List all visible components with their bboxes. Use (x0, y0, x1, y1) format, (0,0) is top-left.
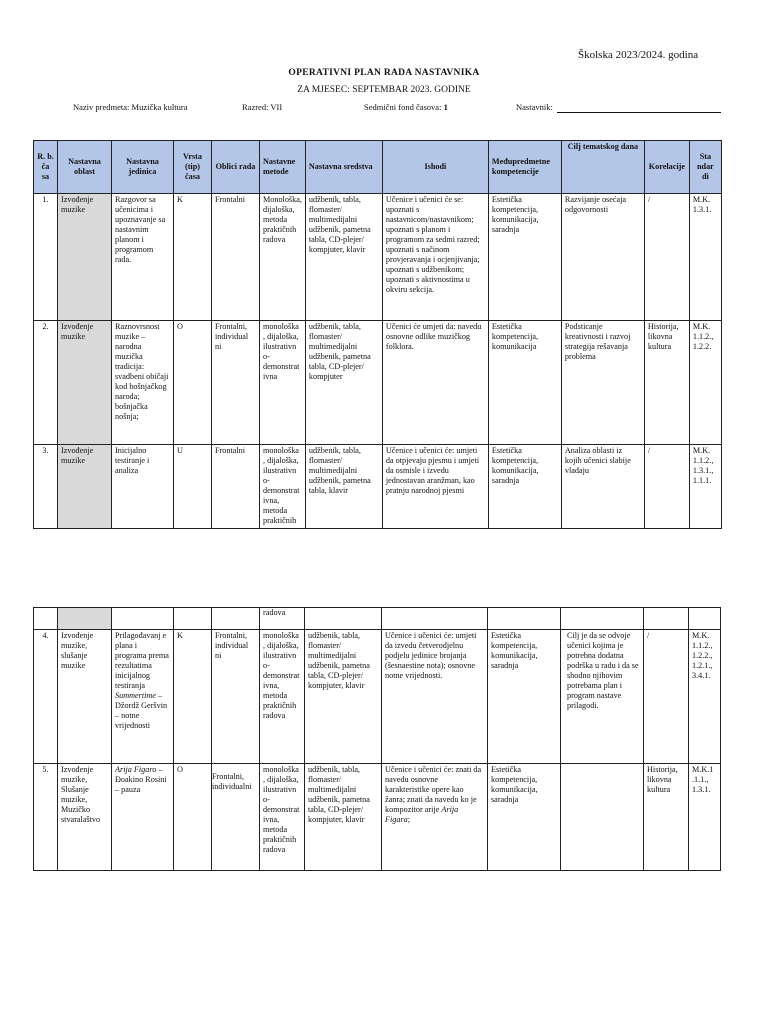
cell-korelacije: / (644, 630, 689, 764)
cell-ishodi: Učenice i učenici će: umjeti da izvedu četverodjelnu podjelu jedinice brojanja (šesnaestine nota); osnovne notne vrijednosti. (382, 630, 488, 764)
cell-vrsta: O (174, 764, 212, 871)
row-number: 4. (34, 630, 58, 764)
col-kompetencije: Međupredmetne kompetencije (488, 141, 561, 194)
ishodi-text: Učenice i učenici će: znati da navedu osnovne karakteristike opere kao žanra; znati da navedu ko je kompozitor arije (385, 765, 482, 814)
cell-cilj: Podsticanje kreativnosti i razvoj strategija rešavanja problema (561, 321, 644, 445)
cell-empty (305, 608, 382, 630)
cell-metode: monološka , dijaloška, ilustrativn o- demonstrat ivna, metoda praktičnih radova (260, 764, 305, 871)
cell-oblici: Frontalni (212, 194, 260, 321)
page-title: OPERATIVNI PLAN RADA NASTAVNIKA (288, 68, 480, 78)
table-row (34, 445, 722, 529)
table-row (34, 194, 722, 321)
cell-jedinica: Inicijalno testiranje i analiza (112, 445, 174, 529)
table-row (34, 764, 721, 871)
cell-korelacije: / (644, 194, 689, 321)
row-number: 1. (34, 194, 58, 321)
cell-standardi: M.K.1 .1.1., 1.3.1. (689, 764, 721, 871)
cell-korelacije: Historija, likovna kultura (644, 764, 689, 871)
cell-oblici: Frontalni (212, 445, 260, 529)
cell-korelacije: / (644, 445, 689, 529)
weekly-hours-label: Sedmični fond časova: (364, 102, 444, 112)
cell-ishodi: Učenice i učenici će se: upoznati s nastavnicom/nastavnikom; upoznati s planom i programom za sedmi razred; upoznati s načinom provjeravanja i ocjenjivanja; upoznati s udžbenikom; upoznati s aktivnostima u okviru sekcija. (382, 194, 488, 321)
row-number: 3. (34, 445, 58, 529)
cell-jedinica: Raznovrsnost muzike – narodna muzička tradicija: svadbeni običaji kod bošnjačkog naroda; bošnjačka nošnja; (112, 321, 174, 445)
col-korelacije: Korelacije (644, 141, 689, 194)
col-oblast: Nastavna oblast (58, 141, 112, 194)
subject-name: Naziv predmeta: Muzička kultura (73, 102, 188, 112)
cell-empty (689, 608, 721, 630)
cell-korelacije: Historija, likovna kultura (644, 321, 689, 445)
cell-metode: monološka , dijaloška, ilustrativn o- demonstrat ivna, metoda praktičnih (260, 445, 306, 529)
cell-oblici: Frontalni, individual ni (212, 630, 260, 764)
cell-cilj (561, 764, 644, 871)
page-subtitle: ZA MJESEC: SEPTEMBAR 2023. GODINE (297, 85, 471, 95)
col-ishodi: Ishodi (382, 141, 488, 194)
cell-standardi: M.K. 1.3.1. (689, 194, 721, 321)
ishodi-tail: ; (407, 815, 411, 824)
jedinica-italic: Summertime (115, 691, 156, 700)
cell-jedinica (112, 764, 174, 871)
col-vrsta: Vrsta (tip) časa (174, 141, 212, 194)
ishodi-italic: Arija Figara (385, 805, 459, 824)
col-jedinica: Nastavna jedinica (112, 141, 174, 194)
cell-empty (34, 608, 58, 630)
cell-empty (212, 608, 260, 630)
cell-ishodi: Učenice i učenici će: umjeti da otpjevaju pjesmu i umjeti da osmisle i izvedu jednostavan aranžman, kao pratnju narodnoj pjesmi (382, 445, 488, 529)
cell-metode: monološka , dijaloška, ilustrativn o- demonstrat ivna (260, 321, 306, 445)
cell-empty (644, 608, 689, 630)
cell-ishodi (382, 764, 488, 871)
table-row (34, 321, 722, 445)
col-oblici: Oblici rada (212, 141, 260, 194)
weekly-hours (364, 102, 448, 112)
cell-empty (174, 608, 212, 630)
cell-kompetencije: Estetička kompetencija, komunikacija, saradnja (488, 764, 561, 871)
cell-oblast: Izvođenje muzike (58, 445, 112, 529)
row-number: 5. (34, 764, 58, 871)
cell-oblast: Izvođenje muzike, Slušanje muzike, Muzičko stvaralaštvo (58, 764, 112, 871)
cell-standardi: M.K. 1.1.2., 1.3.1., 1.1.1. (689, 445, 721, 529)
cell-jedinica: Razgovor sa učenicima i upoznavanje sa nastavnim planom i programom rada. (112, 194, 174, 321)
school-year: Školska 2023/2024. godina (578, 49, 699, 61)
cell-ishodi: Učenici će umjeti da: navedu osnovne odlike muzičkog folklora. (382, 321, 488, 445)
cell-standardi: M.K. 1.1.2., 1.2.2., 1.2.1., 3.4.1. (689, 630, 721, 764)
col-cilj: Cilj tematskog dana (561, 141, 644, 194)
row-number: 2. (34, 321, 58, 445)
col-rb: R. b. ča sa (34, 141, 58, 194)
weekly-hours-value: 1 (443, 102, 448, 112)
cell-vrsta: K (174, 630, 212, 764)
cell-cilj: Analiza oblasti iz kojih učenici slabije vladaju (561, 445, 644, 529)
cell-sredstva: udžbenik, tabla, flomaster/ multimedijalni udžbenik, pametna tabla, CD-plejer/ kompjuter (305, 321, 382, 445)
plan-table-page1 (33, 140, 722, 529)
cell-vrsta: K (174, 194, 212, 321)
cell-kompetencije: Estetička kompetencija, komunikacija (488, 321, 561, 445)
cell-empty (561, 608, 644, 630)
cell-sredstva: udžbenik, tabla, flomaster/ multimedijalni udžbenik, pametna tabla, klavir (305, 445, 382, 529)
jedinica-italic: Arija Figaro (115, 765, 157, 774)
cell-metode: Monološka, dijaloška, metoda praktičnih radova (260, 194, 306, 321)
cell-vrsta: O (174, 321, 212, 445)
table-row (34, 630, 721, 764)
cell-sredstva: udžbenik, tabla, flomaster/ multimedijalni udžbenik, pametna tabla, CD-plejer/ kompjuter, klavir (305, 630, 382, 764)
cell-kompetencije: Estetička kompetencija, komunikacija, saradnja (488, 445, 561, 529)
cell-empty (488, 608, 561, 630)
table-row-continued (34, 608, 721, 630)
cell-empty (58, 608, 112, 630)
cell-cilj: Cilj je da se odvoje učenici kojima je potrebna dodatna podrška u radu i da se shodno njihovim potrebama plan i program nastave prilagodi. (561, 630, 644, 764)
cell-empty (112, 608, 174, 630)
col-sredstva: Nastavna sredstva (305, 141, 382, 194)
jedinica-tail: – Đoakino Rosini – pauza (115, 765, 167, 794)
teacher-line (557, 112, 721, 113)
cell-metode-cont: radova (260, 608, 305, 630)
cell-empty (382, 608, 488, 630)
cell-oblast: Izvođenje muzike (58, 321, 112, 445)
col-standardi: Sta ndar di (689, 141, 721, 194)
cell-sredstva: udžbenik, tabla, flomaster/ multimedijalni udžbenik, pametna tabla, CD-plejer/ kompjuter, klavir (305, 194, 382, 321)
cell-jedinica (112, 630, 174, 764)
cell-standardi: M.K. 1.1.2., 1.2.2. (689, 321, 721, 445)
cell-kompetencije: Estetička kompetencija, komunikacija, saradnja (488, 194, 561, 321)
grade: Razred: VII (242, 102, 283, 112)
jedinica-text: Prilagođavanj e plana i programa prema rezultatima inicijalnog testiranja (115, 631, 169, 690)
table-header-row (34, 141, 722, 194)
cell-cilj: Razvijanje osećaja odgovornosti (561, 194, 644, 321)
cell-metode: monološka , dijaloška, ilustrativn o- demonstrat ivna, metoda praktičnih radova (260, 630, 305, 764)
plan-table-page2 (33, 607, 721, 871)
cell-kompetencije: Estetička kompetencija, komunikacija, saradnja (488, 630, 561, 764)
cell-oblast: Izvođenje muzike, slušanje muzike (58, 630, 112, 764)
jedinica-tail: – Džordž Geršvin – notne vrijednosti (115, 691, 168, 730)
cell-vrsta: U (174, 445, 212, 529)
col-metode: Nastavne metode (260, 141, 306, 194)
teacher-label: Nastavnik: (516, 102, 553, 112)
cell-sredstva: udžbenik, tabla, flomaster/ multimedijalni udžbenik, pametna tabla, CD-plejer/ kompjuter, klavir (305, 764, 382, 871)
cell-oblici: Frontalni, individual ni (212, 321, 260, 445)
cell-oblici: Frontalni, individualni (212, 764, 260, 871)
cell-oblast: Izvođenje muzike (58, 194, 112, 321)
